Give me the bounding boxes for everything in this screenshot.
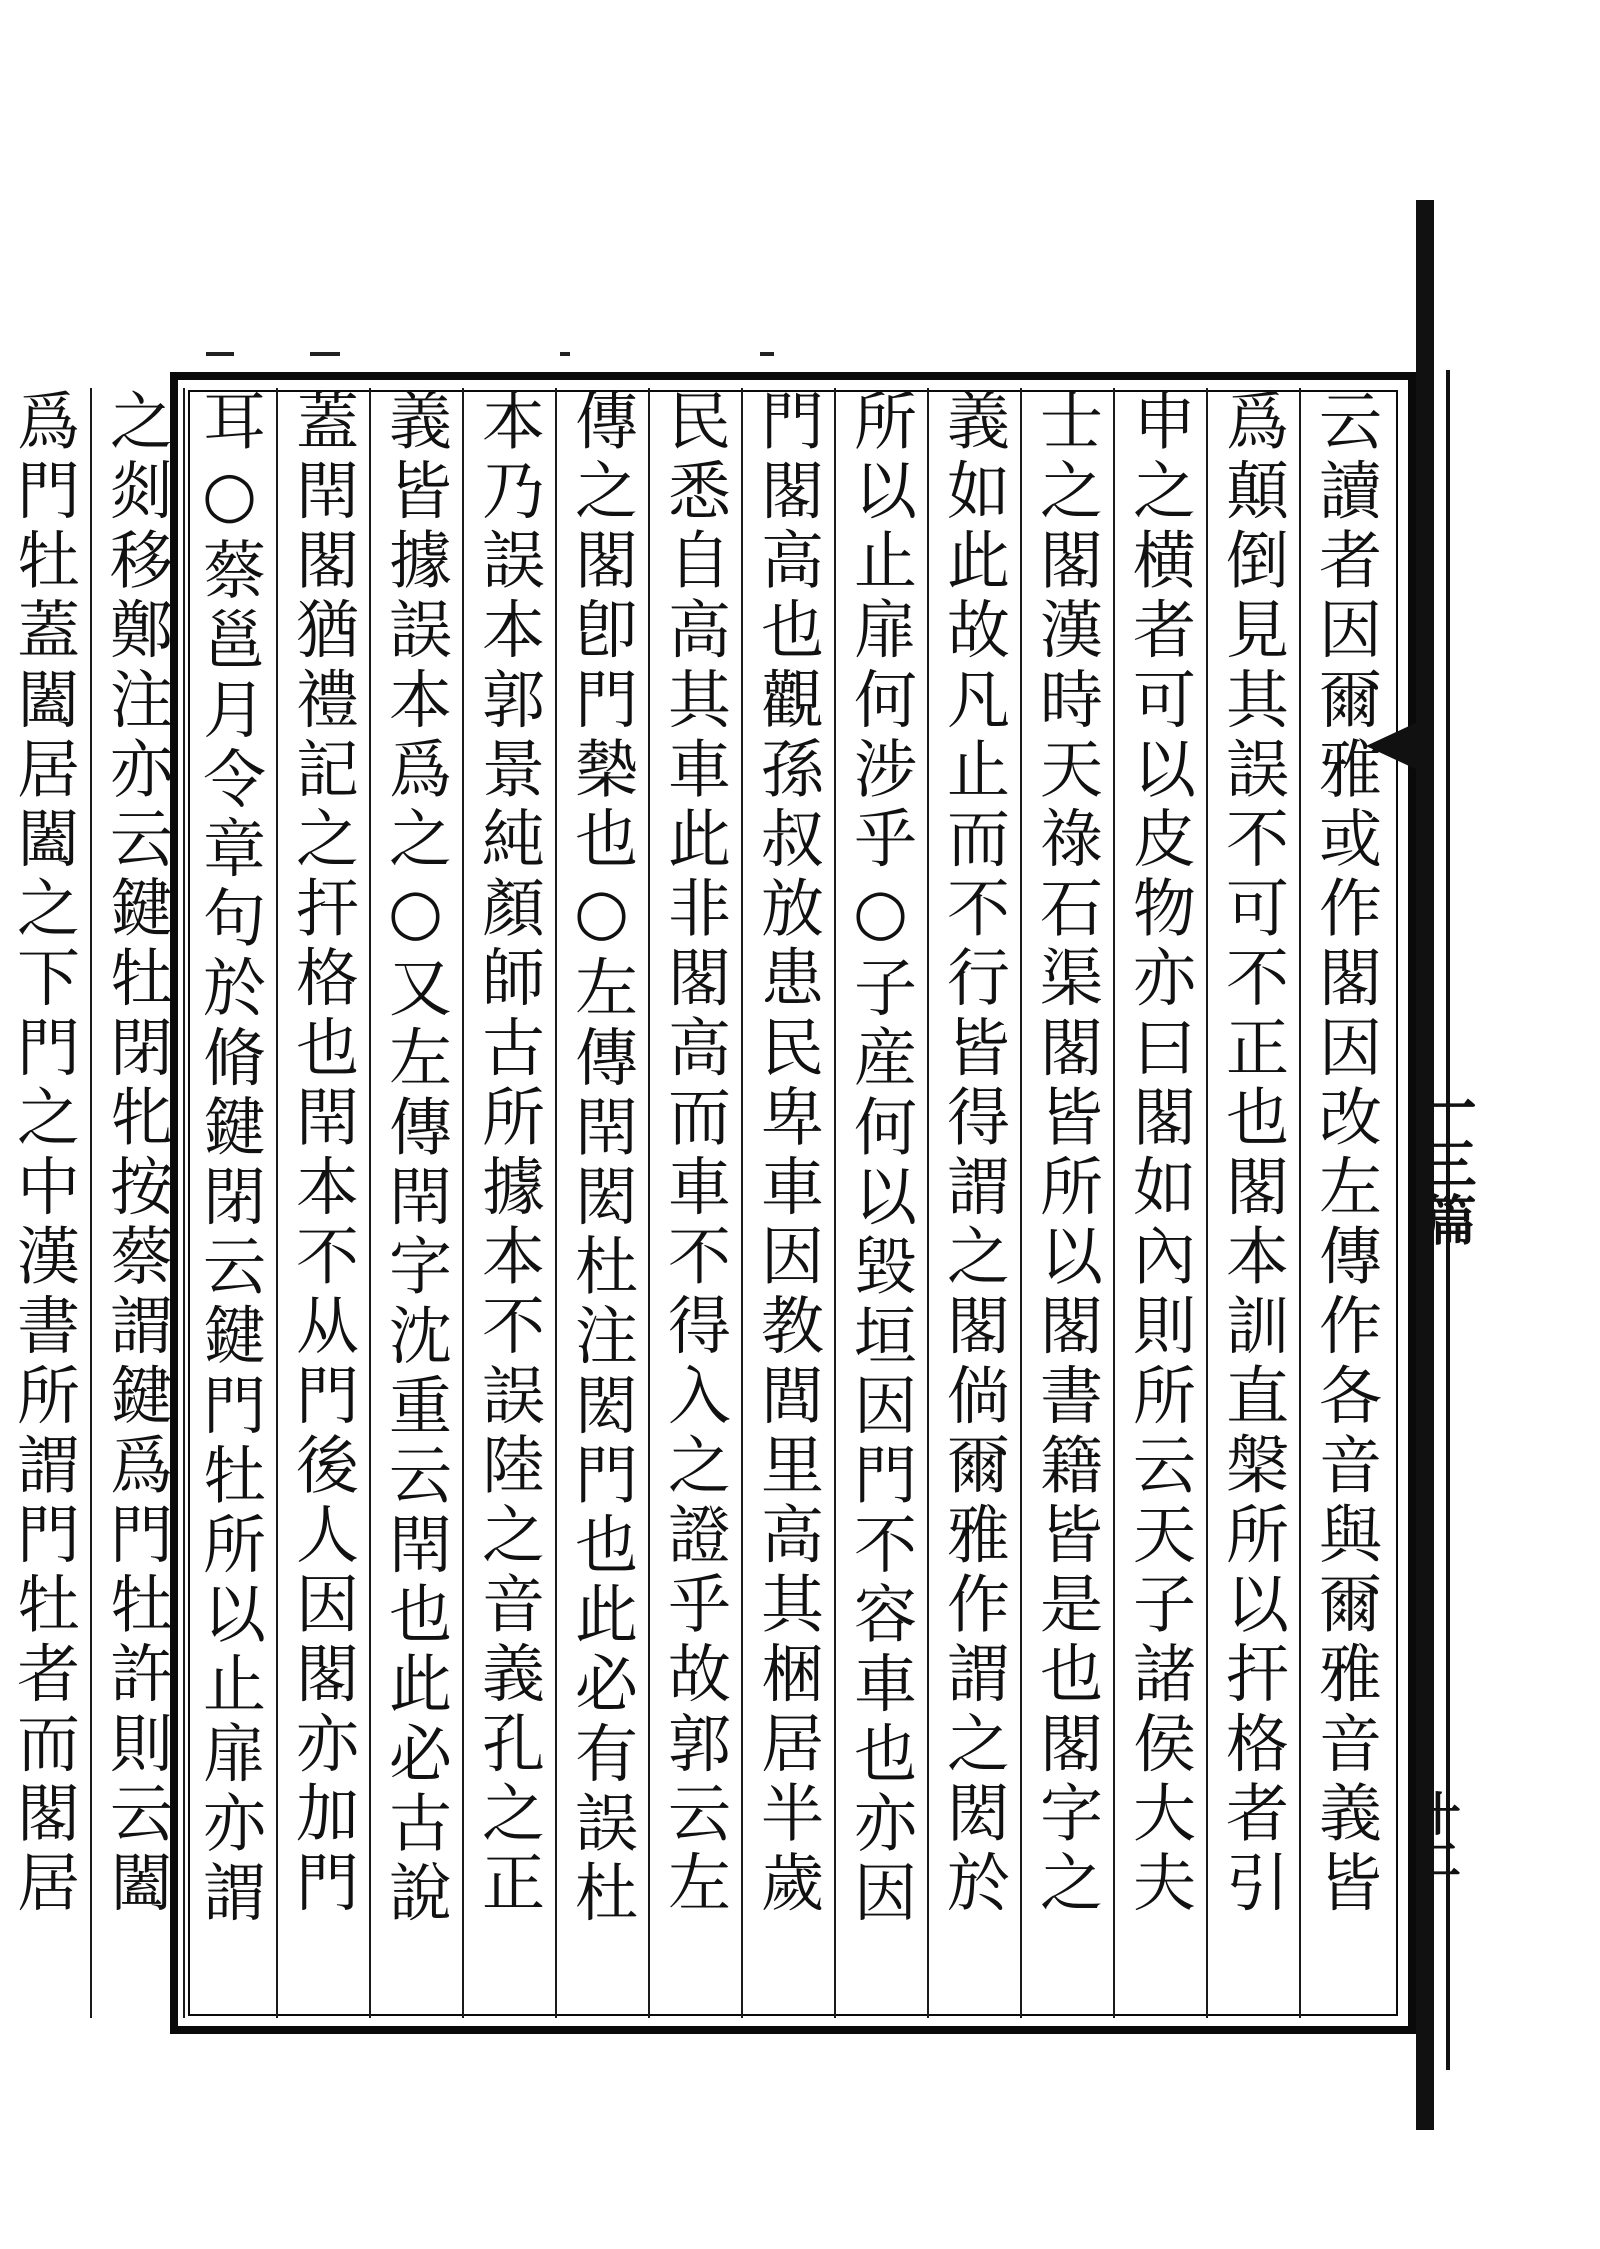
text-column-4: 士之閣漢時天祿石渠閣皆所以閣書籍皆是也閣字之 <box>1020 388 1113 2018</box>
center-margin <box>1408 200 1506 2130</box>
text-column-14: 之剡移鄭注亦云鍵牡閉牝按蔡謂鍵爲門牡許則云闔 <box>90 388 183 2018</box>
stray-mark-2 <box>310 352 340 356</box>
text-column-11: 義皆據誤本爲之○又左傳閈字沈重云閈也此必古說 <box>369 388 462 2018</box>
text-column-1: 云讀者因爾雅或作閣因改左傳作各音與爾雅音義皆 <box>1299 388 1392 2018</box>
text-column-7: 門閣高也觀孫叔放患民卑車因教閭里高其梱居半歲 <box>741 388 834 2018</box>
vertical-text-body <box>7 388 1392 2018</box>
text-column-5: 義如此故凡止而不行皆得謂之閣倘爾雅作謂之閎於 <box>927 388 1020 2018</box>
text-column-8: 民悉自高其車此非閣高而車不得入之證乎故郭云左 <box>648 388 741 2018</box>
margin-section-label: 一三篇 <box>1414 1080 1478 1248</box>
text-column-13: 耳○蔡邕月令章句於脩鍵閉云鍵門牡所以止扉亦謂 <box>183 388 276 2018</box>
text-column-2: 爲顛倒見其誤不可不正也閣本訓直槃所以扞格者引 <box>1206 388 1299 2018</box>
margin-page-number: 十二 <box>1408 1790 1462 1882</box>
text-column-12: 蓋閈閣猶禮記之扞格也閈本不从門後人因閣亦加門 <box>276 388 369 2018</box>
text-column-9: 傳之閣卽門槷也○左傳閈閎杜注閎門也此必有誤杜 <box>555 388 648 2018</box>
stray-mark-1 <box>206 352 234 356</box>
text-column-10: 本乃誤本郭景純顏師古所據本不誤陸之音義孔之正 <box>462 388 555 2018</box>
stray-mark-4 <box>760 352 774 356</box>
text-column-3: 申之横者可以皮物亦曰閣如內則所云天子諸侯大夫 <box>1113 388 1206 2018</box>
text-column-15: 爲門牡蓋闔居闔之下門之中漢書所謂門牡者而閣居 <box>0 388 90 2018</box>
stray-mark-3 <box>560 352 570 356</box>
text-column-6: 所以止扉何涉乎○子産何以毀垣因門不容車也亦因 <box>834 388 927 2018</box>
